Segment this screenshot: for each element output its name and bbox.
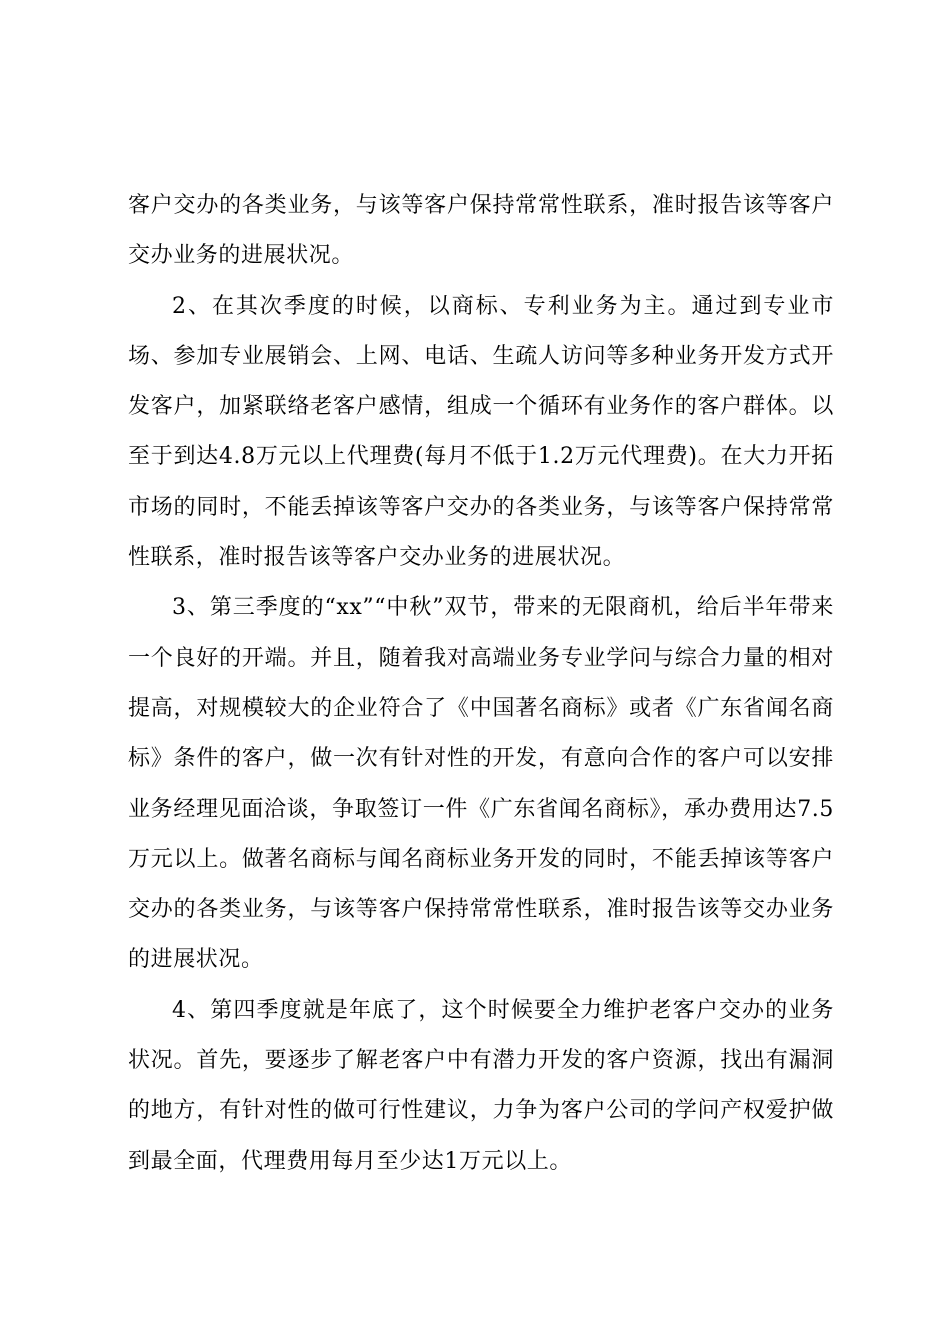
paragraph-q4: 4、第四季度就是年底了，这个时候要全力维护老客户交办的业务状况。首先，要逐步了解老客户中有潜力开发的客户资源，找出有漏洞的地方，有针对性的做可行性建议，力争为客户公司的学问产权爱护做到最全面，代理费用每月至少达1万元以上。 [128, 997, 834, 1174]
paragraph-q3: 3、第三季度的“xx”“中秋”双节，带来的无限商机，给后半年带来一个良好的开端。并且，随着我对高端业务专业学问与综合力量的相对提高，对规模较大的企业符合了《中国著名商标》或者《广东省闻名商标》条件的客户，做一次有针对性的开发，有意向合作的客户可以安排业务经理见面洽谈，争取签订一件《广东省闻名商标》，承办费用达7.5万元以上。做著名商标与闻名商标业务开发的同时，不能丢掉该等客户交办的各类业务，与该等客户保持常常性联系，准时报告该等交办业务的进展状况。 [128, 595, 834, 973]
paragraph-q2: 2、在其次季度的时候，以商标、专利业务为主。通过到专业市场、参加专业展销会、上网、电话、生疏人访问等多种业务开发方式开发客户，加紧联络老客户感情，组成一个循环有业务作的客户群体。以至于到达4.8万元以上代理费(每月不低于1.2万元代理费)。在大力开拓市场的同时，不能丢掉该等客户交办的各类业务，与该等客户保持常常性联系，准时报告该等客户交办业务的进展状况。 [128, 293, 834, 571]
document-body [128, 181, 834, 1187]
paragraph-continuation: 客户交办的各类业务，与该等客户保持常常性联系，准时报告该等客户交办业务的进展状况。 [128, 193, 834, 269]
